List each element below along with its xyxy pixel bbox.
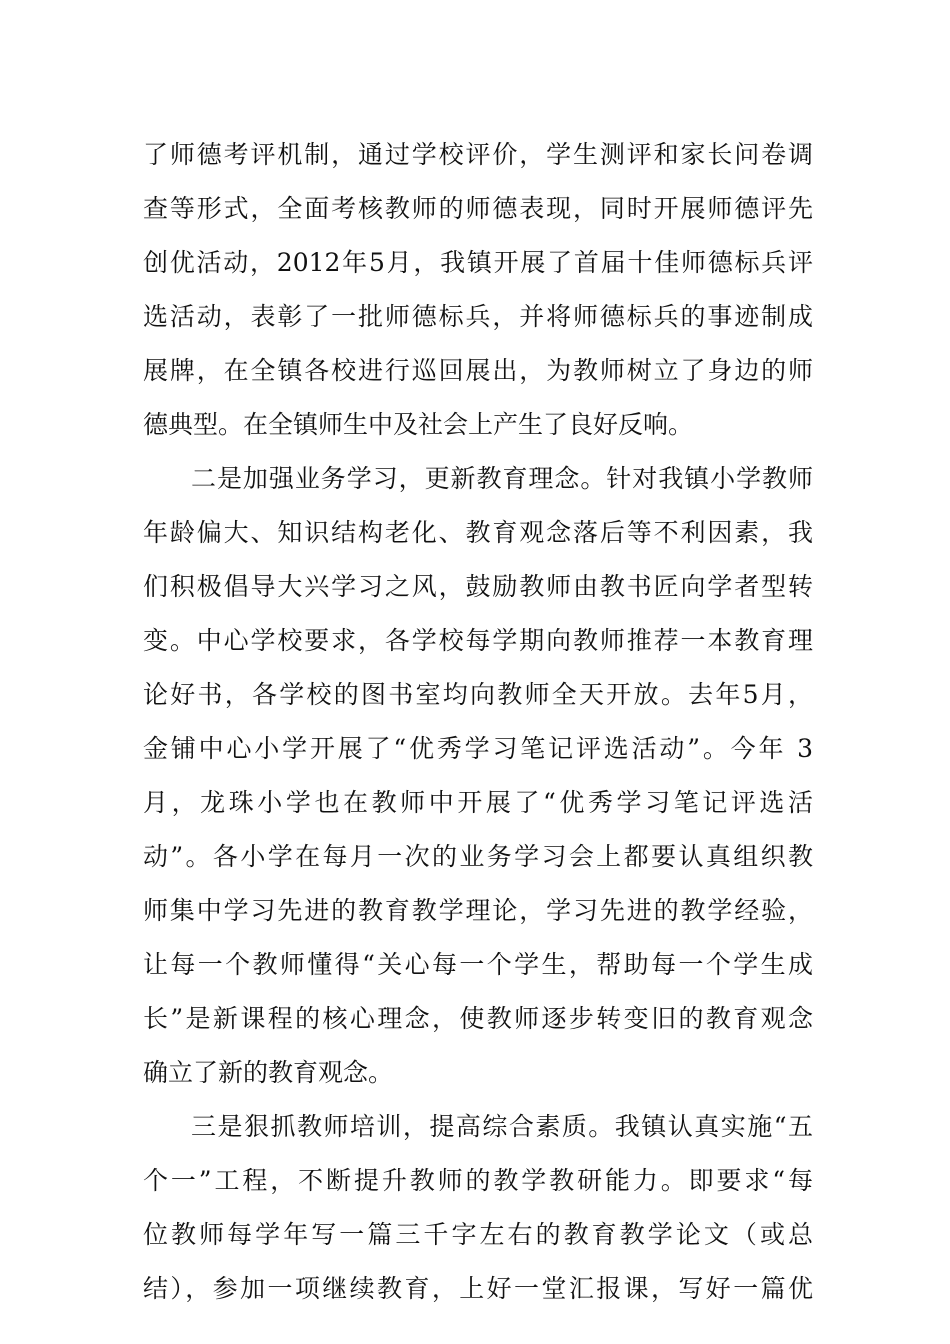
text-line: 确立了新的教育观念。 xyxy=(143,1058,394,1087)
text-line: 创优活动，2012年5月，我镇开展了首届十佳师德标兵评 xyxy=(143,248,813,277)
text-line: 了师德考评机制，通过学校评价，学生测评和家长问卷调 xyxy=(143,140,813,169)
text-line: 变。中心学校要求，各学校每学期向教师推荐一本教育理 xyxy=(143,626,813,655)
text-line: 让每一个教师懂得“关心每一个学生，帮助每一个学生成 xyxy=(143,950,813,979)
text-line: 月，龙珠小学也在教师中开展了“优秀学习笔记评选活 xyxy=(143,788,813,817)
text-line: 金铺中心小学开展了“优秀学习笔记评选活动”。今年 3 xyxy=(143,734,813,763)
text-line: 论好书，各学校的图书室均向教师全天开放。去年5月， xyxy=(143,680,813,709)
text-line: 德典型。在全镇师生中及社会上产生了良好反响。 xyxy=(143,410,694,439)
text-line: 选活动，表彰了一批师德标兵，并将师德标兵的事迹制成 xyxy=(143,302,813,331)
text-line: 年龄偏大、知识结构老化、教育观念落后等不利因素，我 xyxy=(143,518,813,547)
text-line: 师集中学习先进的教育教学理论，学习先进的教学经验， xyxy=(143,896,813,925)
text-line: 位教师每学年写一篇三千字左右的教育教学论文（或总 xyxy=(143,1220,813,1249)
text-line: 们积极倡导大兴学习之风，鼓励教师由教书匠向学者型转 xyxy=(143,572,813,601)
text-line: 展牌，在全镇各校进行巡回展出，为教师树立了身边的师 xyxy=(143,356,813,385)
paragraph-start-line: 二是加强业务学习，更新教育理念。针对我镇小学教师 xyxy=(191,464,813,493)
paragraph-start-line: 三是狠抓教师培训，提高综合素质。我镇认真实施“五 xyxy=(191,1112,813,1141)
text-line: 长”是新课程的核心理念，使教师逐步转变旧的教育观念 xyxy=(143,1004,813,1033)
text-line: 结），参加一项继续教育，上好一堂汇报课，写好一篇优 xyxy=(143,1274,813,1303)
text-line: 动”。各小学在每月一次的业务学习会上都要认真组织教 xyxy=(143,842,813,871)
text-line: 查等形式，全面考核教师的师德表现，同时开展师德评先 xyxy=(143,194,813,223)
document-body xyxy=(143,128,813,1316)
text-line: 个一”工程，不断提升教师的教学教研能力。即要求“每 xyxy=(143,1166,813,1195)
